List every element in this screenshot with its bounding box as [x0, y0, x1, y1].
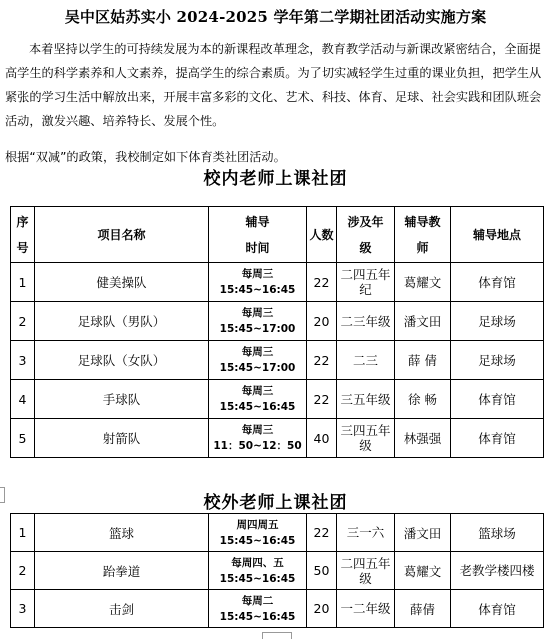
cell-place: 足球场 [451, 302, 544, 341]
cell-grade: 三四五年级 [337, 419, 395, 458]
cell-time: 每周四、五 15:45~16:45 [209, 552, 307, 590]
cell-teacher: 徐 畅 [395, 380, 451, 419]
cell-teacher: 薛倩 [395, 590, 451, 628]
header-teacher: 辅导教 师 [395, 207, 451, 263]
cell-teacher: 林强强 [395, 419, 451, 458]
cell-no: 4 [11, 380, 35, 419]
cell-no: 5 [11, 419, 35, 458]
policy-paragraph: 根据“双减”的政策，我校制定如下体育类社团活动。 [5, 150, 286, 164]
cell-teacher: 潘文田 [395, 302, 451, 341]
cell-project: 足球队（女队） [35, 341, 209, 380]
header-project: 项目名称 [35, 207, 209, 263]
cell-project: 击剑 [35, 590, 209, 628]
table-row [11, 552, 544, 590]
cell-grade: 三五年级 [337, 380, 395, 419]
cell-place: 体育馆 [451, 590, 544, 628]
internal-clubs-table [10, 206, 544, 458]
cell-place: 体育馆 [451, 263, 544, 302]
cell-no: 3 [11, 590, 35, 628]
table-row [11, 380, 544, 419]
external-clubs-table [10, 513, 544, 628]
cell-time: 每周三 15:45~17:00 [209, 341, 307, 380]
cell-time: 周四周五 15:45~16:45 [209, 514, 307, 552]
cell-grade: 二四五年级 [337, 552, 395, 590]
cell-grade: 二三年级 [337, 302, 395, 341]
section2-title: 校外老师上课社团 [203, 493, 348, 513]
header-no: 序 号 [11, 207, 35, 263]
cell-no: 1 [11, 514, 35, 552]
cell-count: 22 [307, 263, 337, 302]
cell-time: 每周三 15:45~16:45 [209, 263, 307, 302]
cell-project: 篮球 [35, 514, 209, 552]
cell-project: 足球队（男队） [35, 302, 209, 341]
header-grade: 涉及年 级 [337, 207, 395, 263]
table-row [11, 514, 544, 552]
cell-grade: 一二年级 [337, 590, 395, 628]
page-edge-marker [262, 632, 292, 639]
intro-paragraph: 本着坚持以学生的可持续发展为本的新课程改革理念，教育教学活动与新课改紧密结合，全面提高学生的科学素养和人文素养，提高学生的综合素质。为了切实减轻学生过重的课业负担，把学生从紧张的学习生活中解放出来，开展丰富多彩的文化、艺术、科技、体育、足球、社会实践和团队班会活动，激发兴趣、培养特长、发展个性。 [5, 42, 542, 128]
cell-count: 20 [307, 590, 337, 628]
header-count: 人数 [307, 207, 337, 263]
table-row [11, 263, 544, 302]
cell-teacher: 薛 倩 [395, 341, 451, 380]
table-row [11, 590, 544, 628]
cell-time: 每周二 15:45~16:45 [209, 590, 307, 628]
cell-no: 1 [11, 263, 35, 302]
header-time: 辅导 时间 [209, 207, 307, 263]
cell-no: 3 [11, 341, 35, 380]
cell-grade: 三一六 [337, 514, 395, 552]
cell-teacher: 潘文田 [395, 514, 451, 552]
cell-grade: 二四五年纪 [337, 263, 395, 302]
table-row [11, 302, 544, 341]
cell-time: 每周三 15:45~17:00 [209, 302, 307, 341]
cell-place: 老教学楼四楼 [451, 552, 544, 590]
cell-place: 体育馆 [451, 380, 544, 419]
table-header-row [11, 207, 544, 263]
cell-count: 22 [307, 380, 337, 419]
cell-count: 22 [307, 341, 337, 380]
table-row [11, 341, 544, 380]
cell-project: 跆拳道 [35, 552, 209, 590]
table-row [11, 419, 544, 458]
cell-count: 20 [307, 302, 337, 341]
cell-grade: 二三 [337, 341, 395, 380]
cell-project: 手球队 [35, 380, 209, 419]
cell-place: 篮球场 [451, 514, 544, 552]
cell-project: 射箭队 [35, 419, 209, 458]
cell-teacher: 葛耀文 [395, 263, 451, 302]
cell-count: 40 [307, 419, 337, 458]
cell-time: 每周三 15:45~16:45 [209, 380, 307, 419]
cell-count: 50 [307, 552, 337, 590]
header-place: 辅导地点 [451, 207, 544, 263]
section1-title: 校内老师上课社团 [203, 169, 348, 189]
cell-no: 2 [11, 302, 35, 341]
cell-place: 体育馆 [451, 419, 544, 458]
cell-count: 22 [307, 514, 337, 552]
cell-project: 健美操队 [35, 263, 209, 302]
cell-time: 每周三 11：50~12：50 [209, 419, 307, 458]
cell-teacher: 葛耀文 [395, 552, 451, 590]
cell-no: 2 [11, 552, 35, 590]
cell-place: 足球场 [451, 341, 544, 380]
document-title: 吴中区姑苏实小 2024-2025 学年第二学期社团活动实施方案 [64, 8, 487, 26]
